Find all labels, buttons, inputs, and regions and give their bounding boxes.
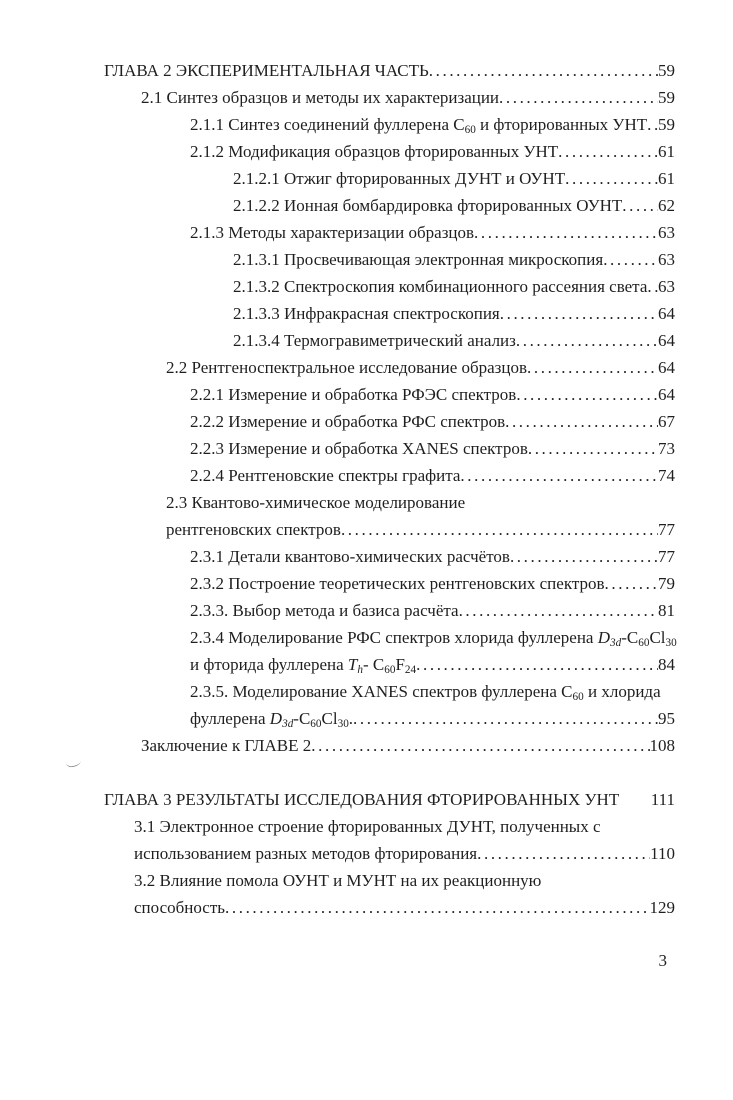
formula-part: 30	[337, 718, 349, 731]
dot-leader	[416, 651, 658, 678]
toc-entry-page: 59	[658, 88, 675, 107]
text-part: 2.3.5. Моделирование XANES спектров фуллерена C	[190, 682, 573, 701]
dot-leader	[565, 165, 658, 192]
text-part: фуллерена	[190, 709, 270, 728]
formula-part: 60	[310, 718, 322, 731]
dot-leader	[647, 273, 658, 300]
text-part: 2.3.4 Моделирование РФС спектров хлорида фуллерена	[190, 628, 598, 647]
dot-leader	[474, 219, 658, 246]
dot-leader	[516, 327, 658, 354]
toc-entry-page: 59	[658, 61, 675, 80]
dot-leader	[516, 381, 658, 408]
toc-entry-title: 2.2.4 Рентгеновские спектры графита	[190, 466, 461, 485]
formula-part: 60	[638, 637, 650, 650]
toc-entry-title: 2.1.2.1 Отжиг фторированных ДУНТ и ОУНТ	[233, 169, 566, 188]
toc-entry-title: ГЛАВА 3 РЕЗУЛЬТАТЫ ИССЛЕДОВАНИЯ ФТОРИРОВАННЫХ УНТ	[104, 790, 620, 809]
toc-entry	[0, 543, 675, 570]
toc-entry	[0, 219, 675, 246]
toc-entry	[0, 138, 675, 165]
toc-entry	[0, 624, 675, 651]
toc-entry	[0, 894, 675, 921]
dot-leader	[460, 462, 658, 489]
toc-entry	[0, 705, 675, 732]
formula-part: 30	[665, 637, 677, 650]
toc-entry-page: 62	[658, 196, 675, 215]
toc-entry	[0, 840, 675, 867]
toc-entry-page: 77	[658, 547, 675, 566]
dot-leader	[311, 732, 649, 759]
toc-entry-page: 64	[658, 358, 675, 377]
text-part: и хлорида	[583, 682, 661, 701]
dot-leader	[510, 543, 658, 570]
toc-entry-page: 67	[658, 412, 675, 431]
dot-leader	[528, 435, 658, 462]
toc-entry-page: 81	[658, 601, 675, 620]
text-part: и фторированных УНТ	[475, 115, 648, 134]
toc-entry	[0, 489, 675, 516]
text-part: .	[348, 709, 354, 728]
toc-entry-title: способность	[134, 898, 226, 917]
toc-entry-page: 64	[658, 331, 675, 350]
toc-entry	[0, 462, 675, 489]
toc-entry-title: ГЛАВА 2 ЭКСПЕРИМЕНТАЛЬНАЯ ЧАСТЬ	[104, 61, 429, 80]
toc-entry-title: 2.2.3 Измерение и обработка XANES спектров	[190, 439, 528, 458]
toc-entry-title: 2.1.3 Методы характеризации образцов	[190, 223, 475, 242]
toc-entry	[0, 678, 675, 705]
toc-entry-title: 2.3.3. Выбор метода и базиса расчёта	[190, 601, 459, 620]
toc-entry-page: 63	[658, 250, 675, 269]
text-part: F	[395, 655, 405, 674]
dot-leader	[527, 354, 658, 381]
toc-entry	[0, 57, 675, 84]
dot-leader	[605, 570, 658, 597]
toc-entry	[0, 570, 675, 597]
toc-entry	[0, 300, 675, 327]
toc-entry-page: 61	[658, 169, 675, 188]
text-part: 2.1.1 Синтез соединений фуллерена C	[190, 115, 465, 134]
toc-entry	[0, 651, 675, 678]
toc-entry-title: 2.1.3.4 Термогравиметрический анализ	[233, 331, 516, 350]
toc-entry-page: 110	[650, 844, 675, 863]
toc-entry	[0, 111, 675, 138]
toc-entry	[0, 381, 675, 408]
toc-entry-title: 2.1.2 Модификация образцов фторированных УНТ	[190, 142, 559, 161]
toc-entry-title: 2.2.2 Измерение и обработка РФС спектров	[190, 412, 506, 431]
toc-entry	[0, 732, 675, 759]
dot-leader	[505, 408, 658, 435]
dot-leader	[647, 111, 658, 138]
toc-entry-page: 108	[649, 736, 675, 755]
toc-entry	[0, 273, 675, 300]
toc-entry	[0, 786, 675, 813]
toc-entry	[0, 408, 675, 435]
toc-entry-page: 63	[658, 277, 675, 296]
toc-entry-title: 2.3.2 Построение теоретических рентгеновских спектров	[190, 574, 605, 593]
toc-entry-page: 95	[658, 709, 675, 728]
dot-leader	[477, 840, 650, 867]
toc-entry	[0, 84, 675, 111]
toc-entry-page: 74	[658, 466, 675, 485]
toc-entry-page: 73	[658, 439, 675, 458]
toc-entry-page: 61	[658, 142, 675, 161]
toc-entry-page: 64	[658, 304, 675, 323]
toc-entry-title: Заключение к ГЛАВЕ 2	[141, 736, 312, 755]
formula-part: D	[597, 628, 610, 647]
formula-part: 24	[404, 664, 417, 677]
toc-entry-title: 2.3.1 Детали квантово-химических расчётов	[190, 547, 510, 566]
toc-entry	[0, 165, 675, 192]
formula-part: 60	[572, 691, 584, 704]
toc-entry-page: 129	[649, 898, 675, 917]
toc-entry-title: 3.1 Электронное строение фторированных ДУНТ, полученных с	[134, 817, 601, 836]
formula-part: h	[357, 664, 363, 677]
toc-entry	[0, 354, 675, 381]
toc-entry-title: 2.3 Квантово-химическое моделирование	[166, 493, 466, 512]
toc-entry	[0, 597, 675, 624]
toc-entry-title: 2.1.3.3 Инфракрасная спектроскопия	[233, 304, 500, 323]
toc-entry	[0, 516, 675, 543]
toc-entry-page: 63	[658, 223, 675, 242]
formula-part: 3d	[610, 637, 622, 650]
text-part: и фторида фуллерена	[190, 655, 348, 674]
toc-entry	[0, 435, 675, 462]
formula-part: 60	[384, 664, 396, 677]
dot-leader	[225, 894, 649, 921]
dot-leader	[622, 192, 658, 219]
page-footer	[0, 947, 733, 974]
toc-entry-title: 2.1.2.2 Ионная бомбардировка фторированных ОУНТ	[233, 196, 623, 215]
toc-entry-title: 2.2 Рентгеноспектральное исследование образцов	[166, 358, 528, 377]
toc-entry-title: 2.2.1 Измерение и обработка РФЭС спектров	[190, 385, 517, 404]
dot-leader	[341, 516, 658, 543]
toc-entry-page: 79	[658, 574, 675, 593]
formula-part: D	[269, 709, 283, 728]
dot-leader	[603, 246, 658, 273]
text-part: -C	[293, 709, 311, 728]
page-number: 3	[658, 951, 667, 970]
toc-entry-title: 2.1.3.2 Спектроскопия комбинационного рассеяния света	[233, 277, 648, 296]
toc-entry-page: 84	[658, 655, 675, 674]
text-part: - C	[362, 655, 385, 674]
toc-entry	[0, 867, 675, 894]
text-part: Cl	[321, 709, 338, 728]
dot-leader	[353, 705, 658, 732]
text-part: Cl	[649, 628, 666, 647]
toc-entry-title: 3.2 Влияние помола ОУНТ и МУНТ на их реакционную	[134, 871, 542, 890]
text-part: -C	[621, 628, 639, 647]
dot-leader	[429, 57, 658, 84]
toc-entry-title: рентгеновских спектров	[166, 520, 341, 539]
dot-leader	[558, 138, 658, 165]
toc-entry-title: использованием разных методов фторирования	[134, 844, 478, 863]
toc-entry-page: 64	[658, 385, 675, 404]
toc-entry-page: 77	[658, 520, 675, 539]
toc-entry-page: 59	[658, 115, 675, 134]
toc-entry	[0, 246, 675, 273]
toc-entry	[0, 813, 675, 840]
toc-entry	[0, 327, 675, 354]
dot-leader	[459, 597, 658, 624]
toc-entry-title: 2.1 Синтез образцов и методы их характеризации	[141, 88, 500, 107]
toc-entry-title: 2.1.3.1 Просвечивающая электронная микроскопия	[233, 250, 604, 269]
dot-leader	[499, 84, 658, 111]
toc-entry-page: 111	[650, 790, 675, 809]
formula-part: 60	[464, 124, 476, 137]
toc-entry	[0, 192, 675, 219]
formula-part: 3d	[282, 718, 294, 731]
formula-part: T	[347, 655, 358, 674]
dot-leader	[500, 300, 658, 327]
